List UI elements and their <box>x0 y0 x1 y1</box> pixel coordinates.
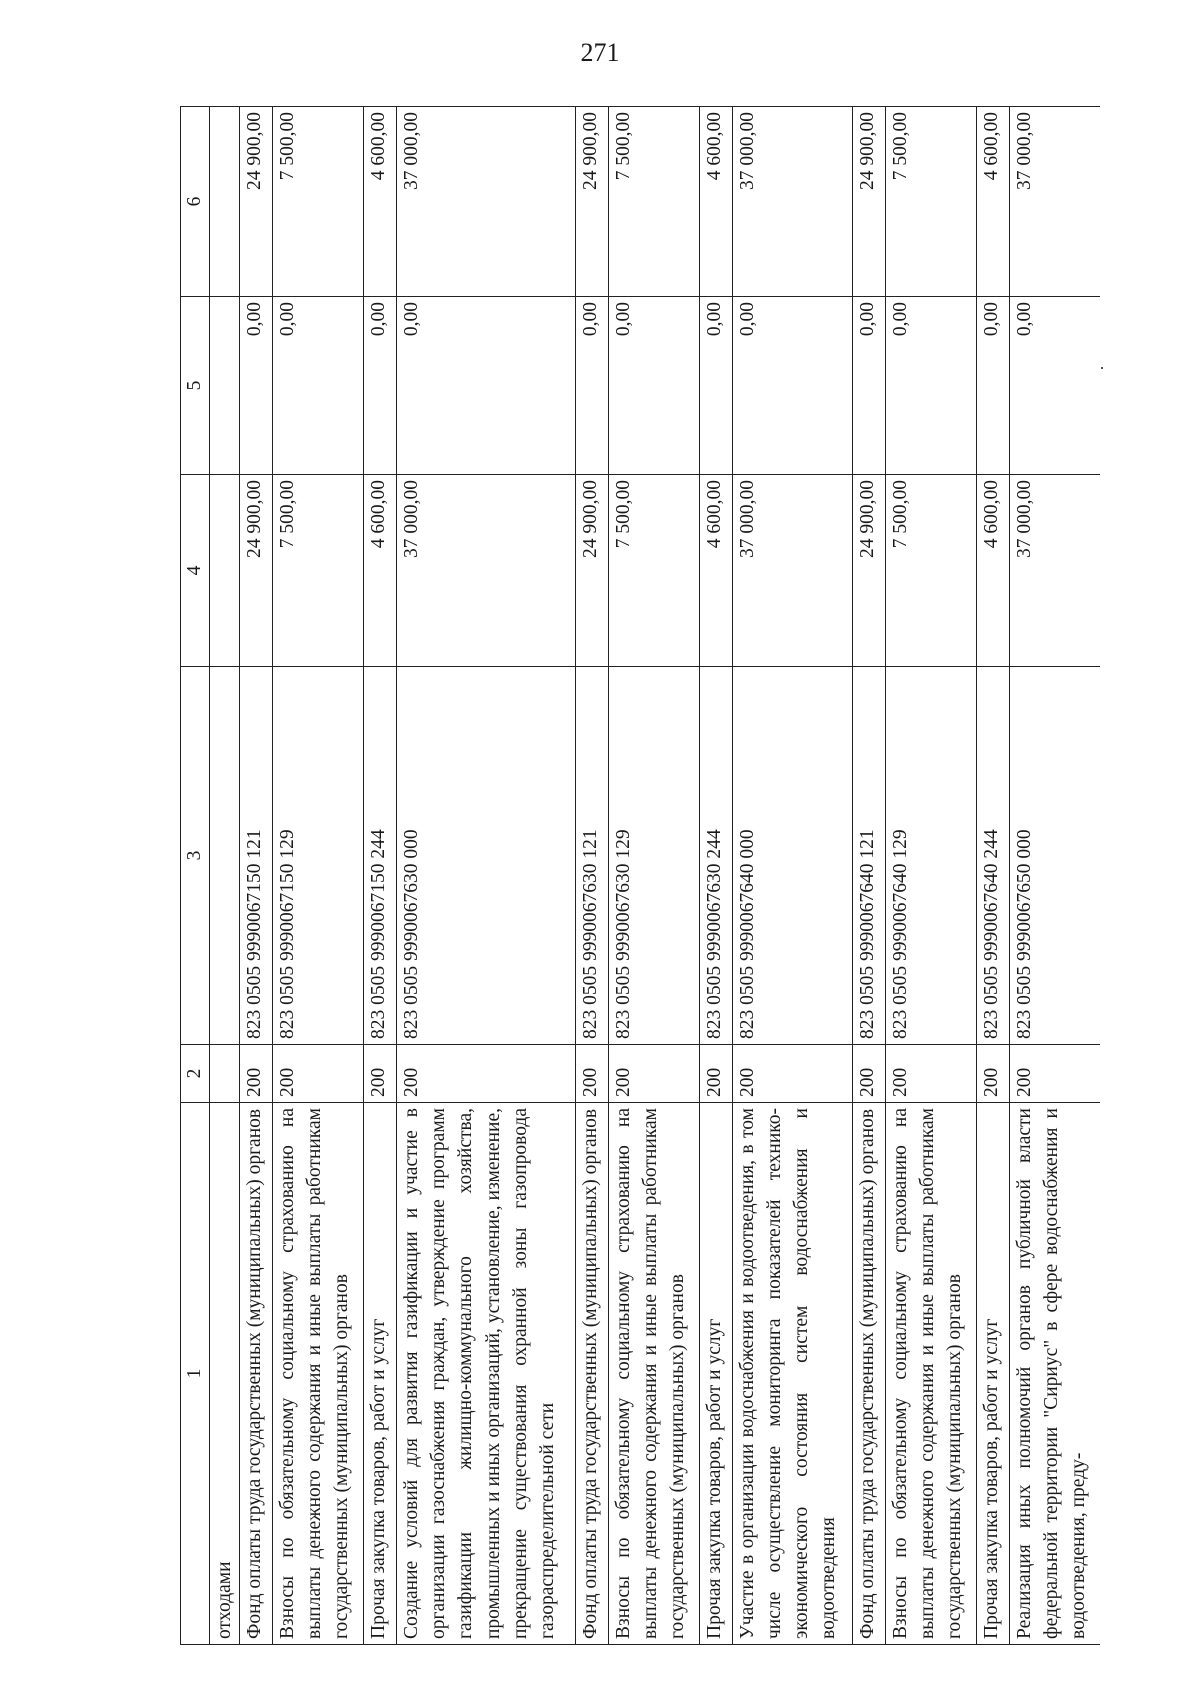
row-col6: 37 000,00 <box>732 107 853 297</box>
row-col2: 200 <box>608 1045 699 1103</box>
row-code: 823 0505 9990067630 244 <box>699 667 732 1045</box>
row-code: 823 0505 9990067640 000 <box>732 667 853 1045</box>
row-col4: 37 000,00 <box>396 475 575 667</box>
row-col5: 0,00 <box>853 297 886 475</box>
row-col2: 200 <box>1009 1045 1100 1103</box>
table-row <box>699 107 732 1645</box>
row-col2: 200 <box>853 1045 886 1103</box>
row-col2: 200 <box>977 1045 1010 1103</box>
table-row <box>885 107 976 1645</box>
scan-speck <box>1101 367 1103 369</box>
row-col6: 7 500,00 <box>272 107 363 297</box>
row-col2: 200 <box>699 1045 732 1103</box>
column-number-row <box>181 107 210 1645</box>
row-col2: 200 <box>272 1045 363 1103</box>
row-code: 823 0505 9990067150 121 <box>240 667 273 1045</box>
row-col4: 4 600,00 <box>364 475 397 667</box>
row-col4: 37 000,00 <box>1009 475 1100 667</box>
row-col4: 7 500,00 <box>885 475 976 667</box>
row-name: Фонд оплаты труда государственных (муниципальных) органов <box>240 1103 273 1645</box>
row-code: 823 0505 9990067150 129 <box>272 667 363 1045</box>
row-col4: 24 900,00 <box>240 475 273 667</box>
row-code: 823 0505 9990067640 244 <box>977 667 1010 1045</box>
row-col2: 200 <box>364 1045 397 1103</box>
table-row <box>1009 107 1100 1645</box>
row-col2: 200 <box>396 1045 575 1103</box>
row-name: Создание условий для развития газификации и участие в организации газоснабжения граждан, утверждение программ газификации жилищно-коммунального хозяйства, промышленных и иных организаций, установление, изменение, прекращение существования охранной зоны газопровода газораспределительной сети <box>396 1103 575 1645</box>
row-name: Реализация иных полномочий органов публичной власти федеральной территории "Сириус" в сфере водоснабжения и водоотведения, преду- <box>1009 1103 1100 1645</box>
row-code: 823 0505 9990067640 121 <box>853 667 886 1045</box>
row-col6: 4 600,00 <box>699 107 732 297</box>
carryover-text: отходами <box>210 1103 240 1645</box>
row-col2: 200 <box>240 1045 273 1103</box>
row-col5: 0,00 <box>364 297 397 475</box>
column-header: 1 <box>181 1103 210 1645</box>
column-header: 5 <box>181 297 210 475</box>
row-code: 823 0505 9990067630 000 <box>396 667 575 1045</box>
row-name: Взносы по обязательному социальному страхованию на выплаты денежного содержания и иные выплаты работникам государственных (муниципальных) органов <box>885 1103 976 1645</box>
row-col5: 0,00 <box>732 297 853 475</box>
row-col5: 0,00 <box>977 297 1010 475</box>
rotated-table-container <box>180 107 1100 1645</box>
row-name: Фонд оплаты труда государственных (муниципальных) органов <box>853 1103 886 1645</box>
table-row <box>853 107 886 1645</box>
row-col5: 0,00 <box>576 297 609 475</box>
table-row <box>396 107 575 1645</box>
column-header: 4 <box>181 475 210 667</box>
table-row <box>977 107 1010 1645</box>
row-col2: 200 <box>885 1045 976 1103</box>
row-col6: 24 900,00 <box>240 107 273 297</box>
row-col5: 0,00 <box>885 297 976 475</box>
column-header: 6 <box>181 107 210 297</box>
row-col4: 7 500,00 <box>272 475 363 667</box>
row-col5: 0,00 <box>396 297 575 475</box>
table-row <box>240 107 273 1645</box>
table-row <box>608 107 699 1645</box>
row-col6: 24 900,00 <box>576 107 609 297</box>
row-code: 823 0505 9990067630 129 <box>608 667 699 1045</box>
column-header: 2 <box>181 1045 210 1103</box>
row-name: Взносы по обязательному социальному страхованию на выплаты денежного содержания и иные выплаты работникам государственных (муниципальных) органов <box>272 1103 363 1645</box>
table-row <box>732 107 853 1645</box>
row-col6: 4 600,00 <box>977 107 1010 297</box>
column-header: 3 <box>181 667 210 1045</box>
row-col6: 7 500,00 <box>608 107 699 297</box>
row-name: Прочая закупка товаров, работ и услуг <box>977 1103 1010 1645</box>
row-col6: 24 900,00 <box>853 107 886 297</box>
row-col4: 24 900,00 <box>853 475 886 667</box>
row-col5: 0,00 <box>699 297 732 475</box>
row-col6: 4 600,00 <box>364 107 397 297</box>
table-row <box>272 107 363 1645</box>
row-name: Участие в организации водоснабжения и водоотведения, в том числе осуществление мониторинга показателей технико-экономического состояния систем водоснабжения и водоотведения <box>732 1103 853 1645</box>
carryover-row <box>210 107 240 1645</box>
row-col2: 200 <box>732 1045 853 1103</box>
row-code: 823 0505 9990067640 129 <box>885 667 976 1045</box>
row-col5: 0,00 <box>1009 297 1100 475</box>
row-code: 823 0505 9990067630 121 <box>576 667 609 1045</box>
row-code: 823 0505 9990067650 000 <box>1009 667 1100 1045</box>
table-row <box>576 107 609 1645</box>
row-name: Взносы по обязательному социальному страхованию на выплаты денежного содержания и иные выплаты работникам государственных (муниципальных) органов <box>608 1103 699 1645</box>
row-col5: 0,00 <box>608 297 699 475</box>
row-col4: 4 600,00 <box>977 475 1010 667</box>
row-col4: 37 000,00 <box>732 475 853 667</box>
row-col4: 4 600,00 <box>699 475 732 667</box>
row-code: 823 0505 9990067150 244 <box>364 667 397 1045</box>
row-col6: 7 500,00 <box>885 107 976 297</box>
row-col5: 0,00 <box>272 297 363 475</box>
row-name: Прочая закупка товаров, работ и услуг <box>699 1103 732 1645</box>
row-col4: 24 900,00 <box>576 475 609 667</box>
row-col2: 200 <box>576 1045 609 1103</box>
row-name: Прочая закупка товаров, работ и услуг <box>364 1103 397 1645</box>
row-col5: 0,00 <box>240 297 273 475</box>
row-name: Фонд оплаты труда государственных (муниципальных) органов <box>576 1103 609 1645</box>
row-col4: 7 500,00 <box>608 475 699 667</box>
table-row <box>364 107 397 1645</box>
row-col6: 37 000,00 <box>396 107 575 297</box>
page-number: 271 <box>580 38 620 67</box>
budget-table <box>180 106 1100 1645</box>
row-col6: 37 000,00 <box>1009 107 1100 297</box>
